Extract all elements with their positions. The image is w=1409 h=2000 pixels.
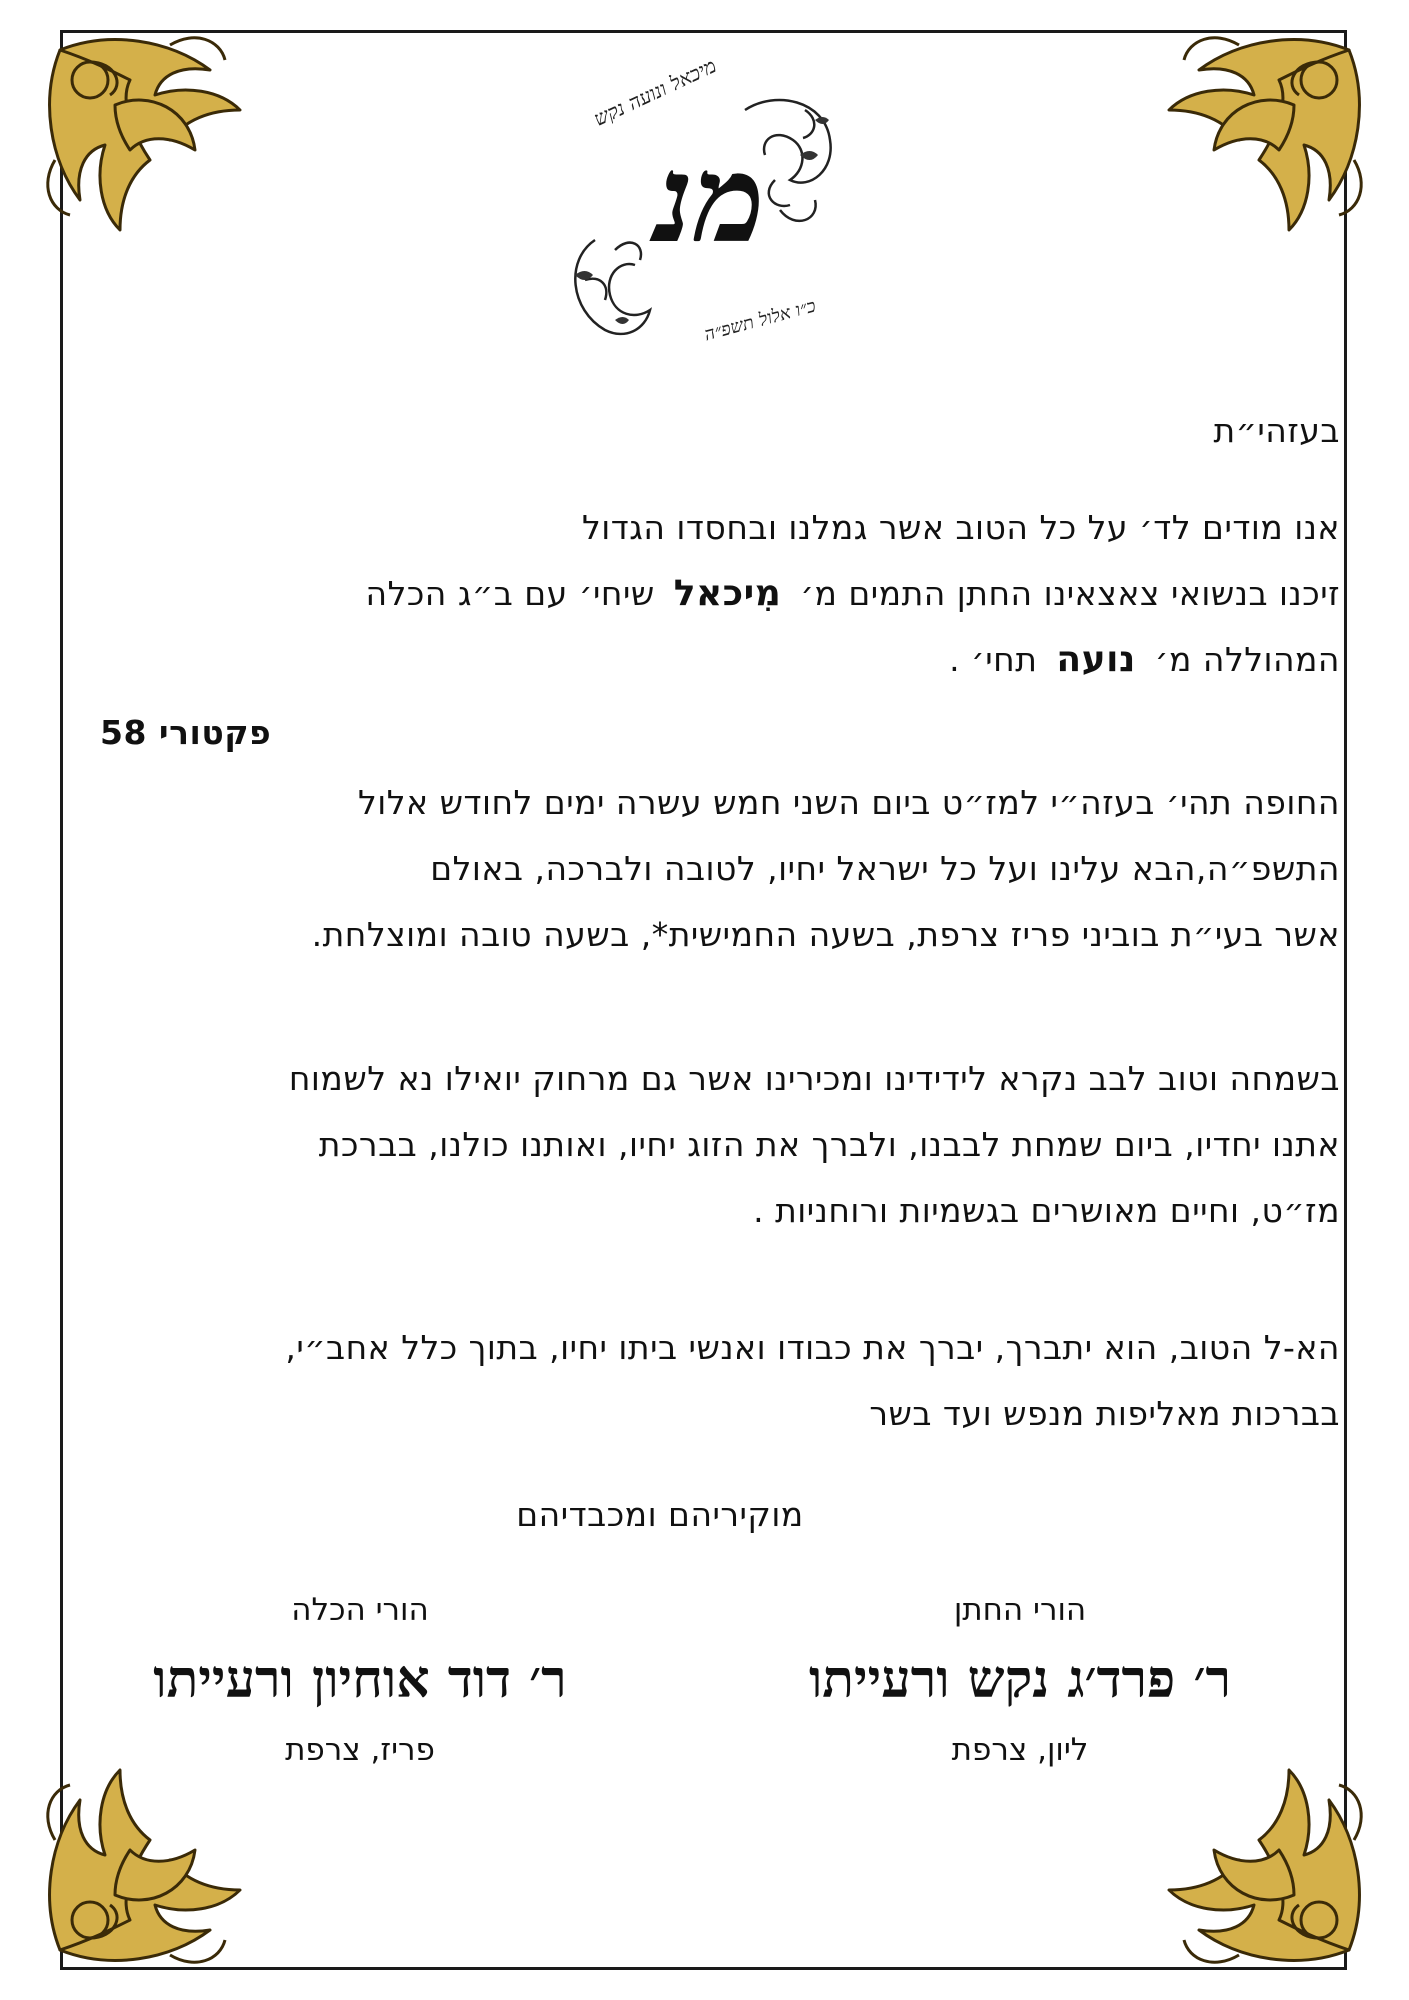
paragraph-3 xyxy=(100,1046,1340,1244)
paragraph-2-line-3: אשר בעי״ת בוביני פריז צרפת, בשעה החמישית*, בשעה טובה ומוצלחת. xyxy=(311,915,1340,954)
bride-parents xyxy=(80,1585,640,1775)
groom-parents xyxy=(740,1585,1300,1775)
paragraph-1-line-3 xyxy=(100,627,1340,693)
monogram xyxy=(545,53,865,360)
bride-parents-name: ר׳ דוד אוחיון ורעייתו xyxy=(153,1649,567,1710)
paragraph-4 xyxy=(100,1315,1340,1447)
monogram-date: כ״ו אלול תשפ״ה xyxy=(701,295,819,346)
groom-parents-role: הורי החתן xyxy=(953,1592,1087,1628)
groom-parents-place: ליון, צרפת xyxy=(951,1732,1089,1768)
paragraph-1 xyxy=(100,495,1340,693)
paragraph-3-line-3: מז״ט, וחיים מאושרים בגשמיות ורוחניות . xyxy=(753,1191,1340,1230)
groom-parents-name: ר׳ פרד׳ג נקש ורעייתו xyxy=(809,1649,1231,1710)
closing: מוקיריהם ומכבדיהם xyxy=(516,1495,804,1534)
paragraph-1-line-2 xyxy=(100,561,1340,627)
corner-flourish-icon xyxy=(1129,10,1389,270)
paragraph-3-line-2: אתנו יחדיו, ביום שמחת לבבנו, ולברך את הזוג יחיו, ואותנו כולנו, בברכת xyxy=(318,1125,1340,1164)
venue-address xyxy=(100,700,1340,766)
text-span: שיחי׳ עם ב״ג הכלה xyxy=(365,574,655,613)
bride-parents-role: הורי הכלה xyxy=(291,1592,429,1628)
paragraph-2-line-2: התשפ״ה,הבא עלינו ועל כל ישראל יחיו, לטובה ולברכה, באולם xyxy=(430,849,1340,888)
paragraph-4-line-1: הא-ל הטוב, הוא יתברך, יברך את כבודו ואנשי ביתו יחיו, בתוך כלל אחב״י, xyxy=(285,1328,1340,1367)
text-span: המהוללה מ׳ xyxy=(1154,640,1340,679)
monogram-letters: מנ xyxy=(654,129,766,270)
bride-parents-place: פריז, צרפת xyxy=(285,1732,435,1768)
paragraph-2-line-1: החופה תהי׳ בעזה״י למז״ט ביום השני חמש עשרה ימים לחודש אלול xyxy=(358,783,1340,822)
paragraph-3-line-1: בשמחה וטוב לבב נקרא לידידינו ומכירינו אשר גם מרחוק יואילו נא לשמוח xyxy=(288,1059,1340,1098)
paragraph-4-line-2: בברכות מאליפות מנפש ועד בשר xyxy=(869,1394,1340,1433)
paragraph-1-line-1: אנו מודים לד׳ על כל הטוב אשר גמלנו ובחסדו הגדול xyxy=(581,508,1340,547)
paragraph-2 xyxy=(100,770,1340,968)
heading: בעזהי״ת xyxy=(1213,411,1340,450)
venue-address-text: פקטורי 58 xyxy=(100,713,272,752)
text-span: זיכנו בנשואי צאצאינו החתן התמים מ׳ xyxy=(800,574,1340,613)
corner-flourish-icon xyxy=(20,10,280,270)
groom-name: מִיכאל xyxy=(673,573,782,614)
bride-name: נועה xyxy=(1056,639,1136,680)
text-span: תחי׳ . xyxy=(949,640,1038,679)
monogram-names: מיכאל ונועה נקש xyxy=(589,53,720,131)
